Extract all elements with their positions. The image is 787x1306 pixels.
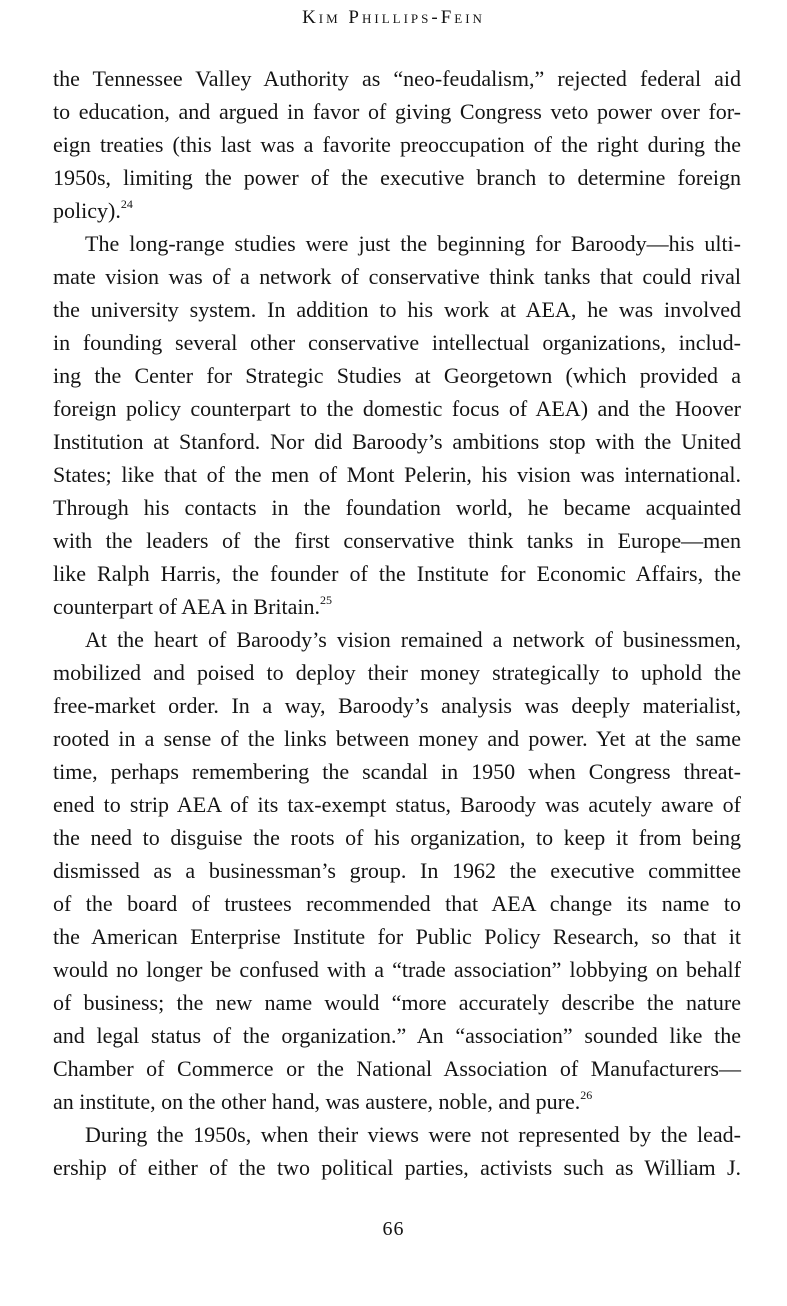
text-line: The long-range studies were just the beginning for Baroody—his ulti- [85, 231, 741, 256]
text-line: 1950s, limiting the power of the executive branch to determine foreign [53, 165, 741, 190]
text-line: rooted in a sense of the links between money and power. Yet at the same [53, 726, 741, 751]
text-line: with the leaders of the first conservative think tanks in Europe—men [53, 528, 741, 553]
text-line: ing the Center for Strategic Studies at Georgetown (which provided a [53, 363, 741, 388]
text-line: mate vision was of a network of conservative think tanks that could rival [53, 264, 741, 289]
text-line: Through his contacts in the foundation world, he became acquainted [53, 495, 741, 520]
text-line: Chamber of Commerce or the National Association of Manufacturers— [53, 1056, 741, 1081]
text-line: would no longer be confused with a “trade association” lobbying on behalf [53, 957, 741, 982]
text-line: the Tennessee Valley Authority as “neo-feudalism,” rejected federal aid [53, 66, 741, 91]
paragraph [53, 623, 741, 1118]
footnote-marker[interactable]: 25 [320, 592, 332, 607]
text-line: dismissed as a businessman’s group. In 1962 the executive committee [53, 858, 741, 883]
text-line: time, perhaps remembering the scandal in 1950 when Congress threat- [53, 759, 741, 784]
footnote-marker[interactable]: 26 [580, 1087, 593, 1102]
text-line: of business; the new name would “more accurately describe the nature [53, 990, 741, 1015]
text-line: like Ralph Harris, the founder of the Institute for Economic Affairs, the [53, 561, 741, 586]
text-line: the university system. In addition to his work at AEA, he was involved [53, 297, 741, 322]
text-line: of the board of trustees recommended that AEA change its name to [53, 891, 741, 916]
text-line: free-market order. In a way, Baroody’s analysis was deeply materialist, [53, 693, 741, 718]
paragraph [53, 227, 741, 623]
text-line: At the heart of Baroody’s vision remained a network of businessmen, [85, 627, 741, 652]
text-line: mobilized and poised to deploy their money strategically to uphold the [53, 660, 741, 685]
text-line: Institution at Stanford. Nor did Baroody’s ambitions stop with the United [53, 429, 741, 454]
text-line: States; like that of the men of Mont Pelerin, his vision was international. [53, 462, 741, 487]
text-line: ership of either of the two political parties, activists such as William J. [53, 1155, 741, 1180]
paragraph [53, 1118, 741, 1184]
text-line: foreign policy counterpart to the domestic focus of AEA) and the Hoover [53, 396, 741, 421]
text-line: counterpart of AEA in Britain.$^{25}$ [53, 592, 332, 619]
text-line: the American Enterprise Institute for Public Policy Research, so that it [53, 924, 741, 949]
text-line: During the 1950s, when their views were not represented by the lead- [85, 1122, 741, 1147]
text-line: in founding several other conservative intellectual organizations, includ- [53, 330, 741, 355]
body-text [53, 62, 741, 1184]
text-line: eign treaties (this last was a favorite preoccupation of the right during the [53, 132, 741, 157]
paragraph [53, 62, 741, 227]
text-line: to education, and argued in favor of giving Congress veto power over for- [53, 99, 741, 124]
text-line: an institute, on the other hand, was austere, noble, and pure.$^{26}$ [53, 1087, 593, 1114]
footnote-marker[interactable]: 24 [120, 196, 133, 211]
text-line: the need to disguise the roots of his organization, to keep it from being [53, 825, 741, 850]
text-line: ened to strip AEA of its tax-exempt status, Baroody was acutely aware of [53, 792, 741, 817]
text-line: policy).$^{24}$ [53, 196, 133, 223]
text-line: and legal status of the organization.” An “association” sounded like the [53, 1023, 741, 1048]
page-number: 66 [382, 1218, 405, 1240]
running-head: Kim Phillips-Fein [302, 7, 485, 28]
